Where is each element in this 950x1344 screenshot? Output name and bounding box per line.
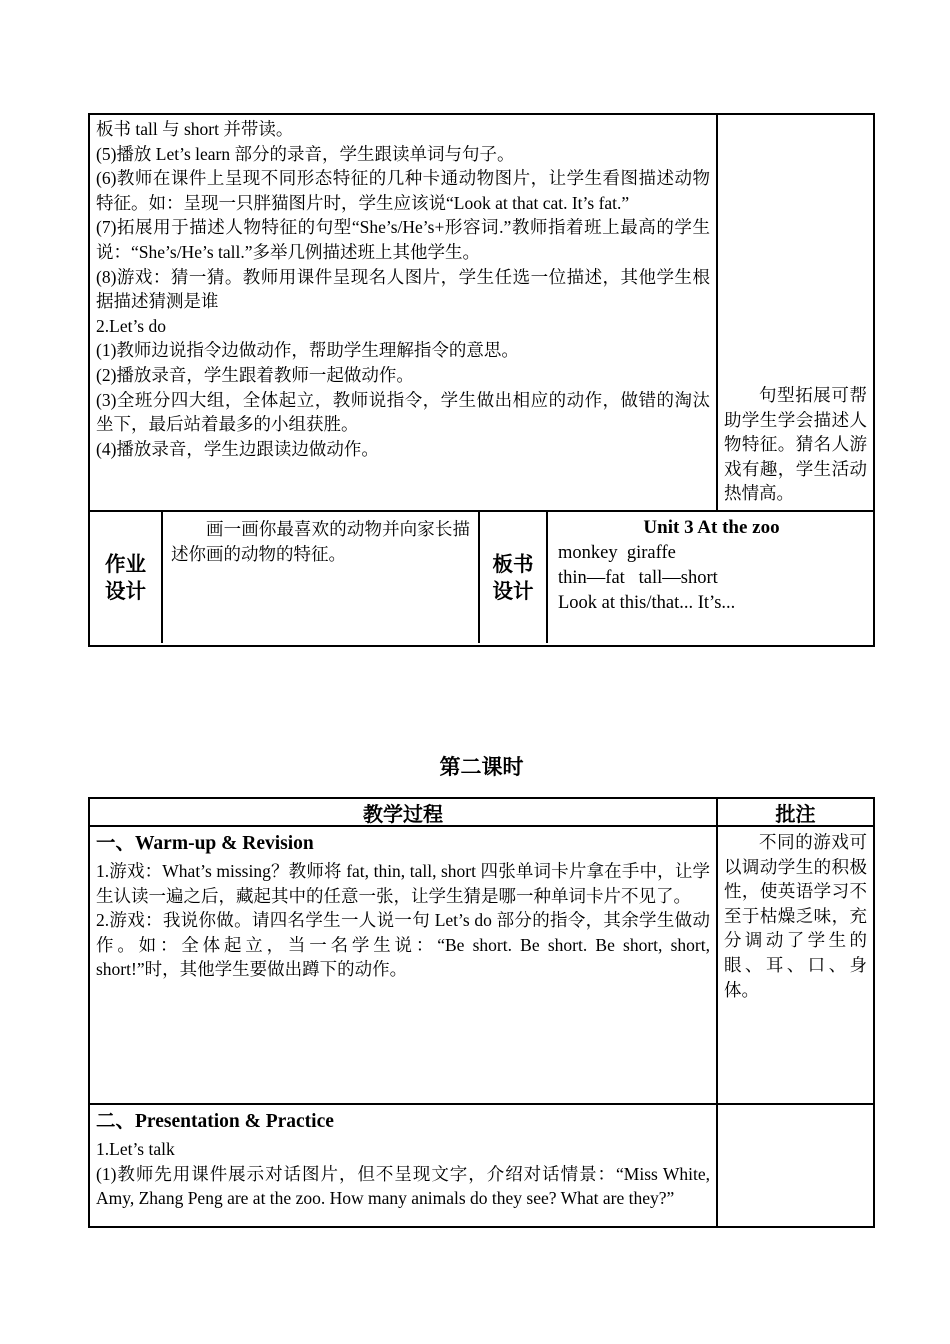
teaching-step: (8)游戏：猜一猜。教师用课件呈现名人图片，学生任选一位描述，其他学生根据描述猜测是谁 [96, 266, 710, 312]
warmup-content [90, 827, 718, 1103]
homework-design-label [90, 512, 163, 643]
presentation-content [90, 1105, 718, 1226]
teaching-step: (2)播放录音，学生跟着教师一起做动作。 [96, 364, 414, 385]
board-unit-title: Unit 3 At the zoo [643, 517, 780, 538]
board-content-cell [548, 512, 873, 643]
presentation-row [90, 1105, 873, 1226]
presentation-step: (1)教师先用课件展示对话图片，但不呈现文字，介绍对话情景：“Miss White, Amy, Zhang Peng are at the zoo. How many animals do they see? What are they?” [96, 1163, 710, 1209]
presentation-step: 1.Let’s talk [96, 1139, 175, 1159]
lesson1-annotation-cell [718, 115, 873, 510]
presentation-annotation-cell [718, 1105, 873, 1226]
board-design-label [480, 512, 548, 643]
warmup-annotation-cell [718, 827, 873, 1103]
warmup-step: 1.游戏：What’s missing？教师将 fat, thin, tall, short 四张单词卡片拿在手中，让学生认读一遍之后，藏起其中的任意一张，让学生猜是哪一种单词卡片不见了。 [96, 861, 710, 906]
homework-label-line: 设计 [105, 579, 146, 603]
warmup-row [90, 827, 873, 1105]
board-label-line: 设计 [492, 579, 534, 603]
lesson1-table [88, 113, 875, 647]
homework-content-cell [163, 512, 480, 643]
teaching-step: (7)拓展用于描述人物特征的句型“She’s/He’s+形容词.”教师指着班上最高的学生说：“She’s/He’s tall.”多举几例描述班上其他学生。 [96, 217, 710, 262]
lesson2-table [88, 797, 875, 1228]
annotation-header: 批注 [775, 803, 816, 825]
homework-label-line: 作业 [105, 552, 146, 576]
lesson2-header-row [90, 799, 873, 827]
board-line: thin—fat tall—short [558, 568, 718, 588]
teaching-step: (6)教师在课件上呈现不同形态特征的几种卡通动物图片，让学生看图描述动物特征。如：呈现一只胖猫图片时，学生应该说“Look at that cat. It’s fat.” [96, 168, 710, 213]
board-line: Look at this/that... It’s... [558, 593, 736, 613]
teaching-step: (5)播放 Let’s learn 部分的录音，学生跟读单词与句子。 [96, 143, 515, 164]
second-period-heading: 第二课时 [439, 756, 524, 779]
lesson1-steps-row [90, 115, 873, 512]
teaching-process-header: 教学过程 [90, 799, 718, 825]
teaching-step: 板书 tall 与 short 并带读。 [96, 119, 294, 139]
annotation-text: 句型拓展可帮助学生学会描述人物特征。猜名人游戏有趣，学生活动热情高。 [724, 385, 867, 504]
lesson1-teaching-steps [90, 115, 718, 510]
warmup-step: 2.游戏：我说你做。请四名学生一人说一句 Let’s do 部分的指令，其余学生做动作。如：全体起立，当一名学生说：“Be short. Be short. Be short, short, short!”时，其他学生要做出蹲下的动作。 [96, 910, 710, 980]
homework-text: 画一画你最喜欢的动物并向家长描述你画的动物的特征。 [171, 519, 470, 564]
teaching-step: (4)播放录音，学生边跟读边做动作。 [96, 438, 379, 459]
board-label-line: 板书 [492, 552, 534, 576]
warmup-section-heading: 一、Warm-up & Revision [96, 833, 314, 854]
homework-board-row [90, 512, 873, 643]
teaching-step: (1)教师边说指令边做动作，帮助学生理解指令的意思。 [96, 340, 519, 361]
teaching-step: (3)全班分四大组，全体起立，教师说指令，学生做出相应的动作，做错的淘汰坐下，最后站着最多的小组获胜。 [96, 389, 710, 435]
board-line: monkey giraffe [558, 543, 676, 563]
teaching-step: 2.Let’s do [96, 315, 166, 336]
presentation-section-heading: 二、Presentation & Practice [96, 1111, 334, 1132]
annotation-text: 不同的游戏可以调动学生的积极性，使英语学习不至于枯燥乏味，充分调动了学生的眼、耳、口、身体。 [724, 832, 867, 1000]
